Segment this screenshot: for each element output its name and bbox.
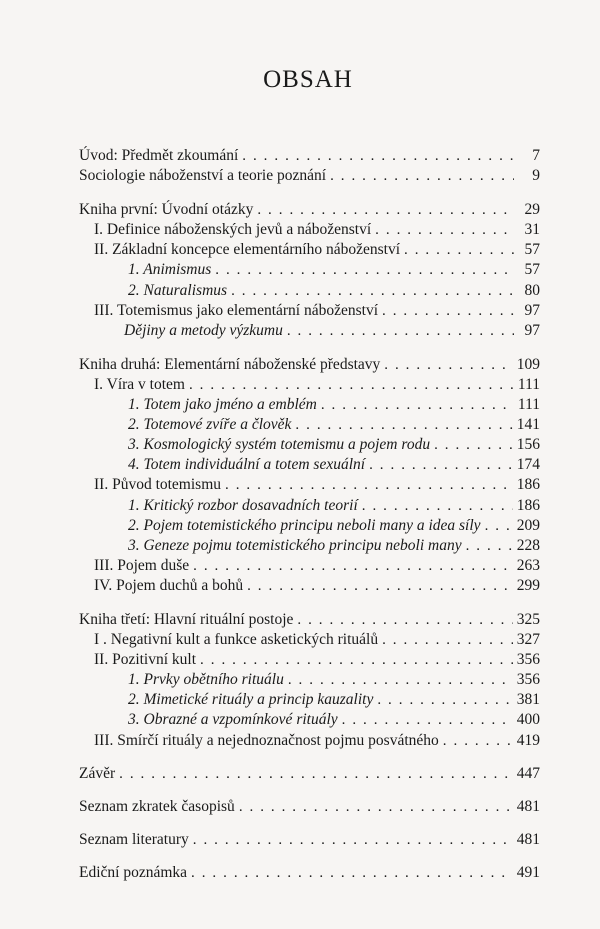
toc-entry-title: Kniha první: Úvodní otázky xyxy=(79,201,254,219)
toc-entry xyxy=(79,475,540,495)
toc-entry xyxy=(79,146,540,166)
dot-leader xyxy=(242,146,514,166)
dot-leader xyxy=(231,281,514,301)
toc-entry xyxy=(79,166,540,186)
toc-entry xyxy=(79,220,540,240)
dot-leader xyxy=(247,576,513,596)
toc-entry-page: 156 xyxy=(516,436,540,454)
toc-entry xyxy=(79,415,540,435)
toc-entry xyxy=(79,576,540,596)
toc-entry-page: 419 xyxy=(516,731,540,749)
table-of-contents xyxy=(79,146,540,883)
toc-entry-title: 4. Totem individuální a totem sexuální xyxy=(128,456,366,474)
toc-entry xyxy=(79,536,540,556)
dot-leader xyxy=(485,516,513,536)
dot-leader xyxy=(297,610,512,630)
toc-entry xyxy=(79,556,540,576)
toc-entry xyxy=(79,670,540,690)
dot-leader xyxy=(119,764,513,784)
toc-entry-page: 97 xyxy=(524,301,540,319)
toc-entry-page: 109 xyxy=(516,355,540,373)
toc-entry-title: II. Základní koncepce elementárního náboženství xyxy=(94,241,400,259)
toc-entry-page: 481 xyxy=(516,830,540,848)
dot-leader xyxy=(382,630,513,650)
toc-entry-title: Dějiny a metody výzkumu xyxy=(124,321,283,339)
dot-leader xyxy=(189,375,514,395)
toc-entry-title: IV. Pojem duchů a bohů xyxy=(94,576,244,594)
toc-entry-title: Seznam zkratek časopisů xyxy=(79,797,235,815)
toc-entry-page: 481 xyxy=(516,797,540,815)
toc-entry-title: 1. Animismus xyxy=(128,261,212,279)
dot-leader xyxy=(288,670,513,690)
toc-entry xyxy=(79,260,540,280)
toc-entry xyxy=(79,630,540,650)
toc-entry-page: 381 xyxy=(516,691,540,709)
toc-entry-title: 3. Geneze pojmu totemistického principu neboli many xyxy=(128,536,462,554)
toc-entry-title: 3. Kosmologický systém totemismu a pojem rodu xyxy=(128,436,431,454)
toc-entry xyxy=(79,516,540,536)
toc-entry-title: 1. Kritický rozbor dosavadních teorií xyxy=(128,496,358,514)
dot-leader xyxy=(382,301,514,321)
dot-leader xyxy=(215,260,514,280)
toc-entry xyxy=(79,240,540,260)
toc-entry-page: 57 xyxy=(524,261,540,279)
dot-leader xyxy=(466,536,513,556)
toc-entry-title: III. Totemismus jako elementární náboženství xyxy=(94,301,379,319)
toc-entry-page: 263 xyxy=(516,556,540,574)
toc-entry-page: 9 xyxy=(532,167,540,185)
toc-entry-page: 29 xyxy=(524,201,540,219)
toc-entry-title: 2. Mimetické rituály a princip kauzality xyxy=(128,691,374,709)
toc-entry-page: 141 xyxy=(516,416,540,434)
toc-entry xyxy=(79,731,540,751)
toc-entry-page: 325 xyxy=(516,610,540,628)
page-title: OBSAH xyxy=(263,66,353,93)
toc-entry-page: 356 xyxy=(516,671,540,689)
dot-leader xyxy=(434,435,513,455)
toc-entry-page: 31 xyxy=(524,221,540,239)
toc-entry-page: 209 xyxy=(516,516,540,534)
toc-entry-title: I. Definice náboženských jevů a náboženství xyxy=(94,221,372,239)
dot-leader xyxy=(200,650,513,670)
dot-leader xyxy=(404,240,514,260)
toc-entry-page: 111 xyxy=(517,396,540,414)
toc-entry-title: III. Pojem duše xyxy=(94,556,190,574)
dot-leader xyxy=(295,415,512,435)
toc-entry-page: 111 xyxy=(517,375,540,393)
toc-entry xyxy=(79,863,540,883)
toc-entry-page: 186 xyxy=(516,496,540,514)
toc-entry-page: 447 xyxy=(516,764,540,782)
toc-entry-title: II. Původ totemismu xyxy=(94,476,222,494)
toc-entry-title: 3. Obrazné a vzpomínkové rituály xyxy=(128,711,338,729)
toc-entry xyxy=(79,375,540,395)
dot-leader xyxy=(193,830,513,850)
toc-entry-title: II. Pozitivní kult xyxy=(94,651,197,669)
toc-entry-title: III. Smírčí rituály a nejednoznačnost pojmu posvátného xyxy=(94,731,439,749)
toc-entry-page: 57 xyxy=(524,241,540,259)
toc-entry-page: 97 xyxy=(524,321,540,339)
toc-entry-title: I . Negativní kult a funkce asketických rituálů xyxy=(94,631,379,649)
dot-leader xyxy=(191,863,513,883)
dot-leader xyxy=(384,355,512,375)
toc-entry xyxy=(79,797,540,817)
toc-entry-title: 2. Totemové zvíře a člověk xyxy=(128,416,292,434)
dot-leader xyxy=(239,797,513,817)
dot-leader xyxy=(321,395,514,415)
dot-leader xyxy=(375,220,514,240)
toc-entry-title: Seznam literatury xyxy=(79,830,189,848)
toc-entry-title: 1. Prvky obětního rituálu xyxy=(128,671,284,689)
dot-leader xyxy=(377,690,512,710)
toc-entry-page: 327 xyxy=(516,631,540,649)
toc-entry xyxy=(79,281,540,301)
toc-entry xyxy=(79,455,540,475)
dot-leader xyxy=(287,321,514,341)
toc-entry xyxy=(79,650,540,670)
toc-entry-title: Kniha třetí: Hlavní rituální postoje xyxy=(79,610,294,628)
dot-leader xyxy=(257,200,514,220)
toc-entry-page: 228 xyxy=(516,536,540,554)
toc-entry-page: 174 xyxy=(516,456,540,474)
toc-entry-title: 2. Naturalismus xyxy=(128,281,228,299)
toc-entry-page: 491 xyxy=(516,863,540,881)
toc-entry xyxy=(79,395,540,415)
toc-entry-page: 356 xyxy=(516,651,540,669)
toc-entry xyxy=(79,764,540,784)
toc-entry-page: 186 xyxy=(516,476,540,494)
toc-entry xyxy=(79,610,540,630)
toc-entry xyxy=(79,321,540,341)
toc-entry xyxy=(79,200,540,220)
toc-entry-page: 80 xyxy=(524,281,540,299)
toc-entry xyxy=(79,355,540,375)
toc-entry-page: 400 xyxy=(516,711,540,729)
toc-entry xyxy=(79,435,540,455)
toc-entry-title: Závěr xyxy=(79,764,116,782)
dot-leader xyxy=(443,731,513,751)
toc-entry-title: Ediční poznámka xyxy=(79,863,188,881)
dot-leader xyxy=(369,455,513,475)
toc-entry xyxy=(79,301,540,321)
dot-leader xyxy=(342,710,513,730)
toc-entry xyxy=(79,830,540,850)
toc-entry-title: 2. Pojem totemistického principu neboli many a idea síly xyxy=(128,516,481,534)
toc-entry-title: I. Víra v totem xyxy=(94,375,185,393)
dot-leader xyxy=(225,475,513,495)
toc-entry-page: 7 xyxy=(532,147,540,164)
toc-entry xyxy=(79,690,540,710)
dot-leader xyxy=(193,556,513,576)
toc-entry xyxy=(79,496,540,516)
dot-leader xyxy=(362,496,513,516)
toc-entry-page: 299 xyxy=(516,576,540,594)
toc-entry-title: Kniha druhá: Elementární náboženské představy xyxy=(79,355,381,373)
dot-leader xyxy=(330,166,514,186)
toc-entry-title: Úvod: Předmět zkoumání xyxy=(79,147,239,164)
toc-entry xyxy=(79,710,540,730)
toc-entry-title: 1. Totem jako jméno a emblém xyxy=(128,396,317,414)
toc-entry-title: Sociologie náboženství a teorie poznání xyxy=(79,167,327,185)
